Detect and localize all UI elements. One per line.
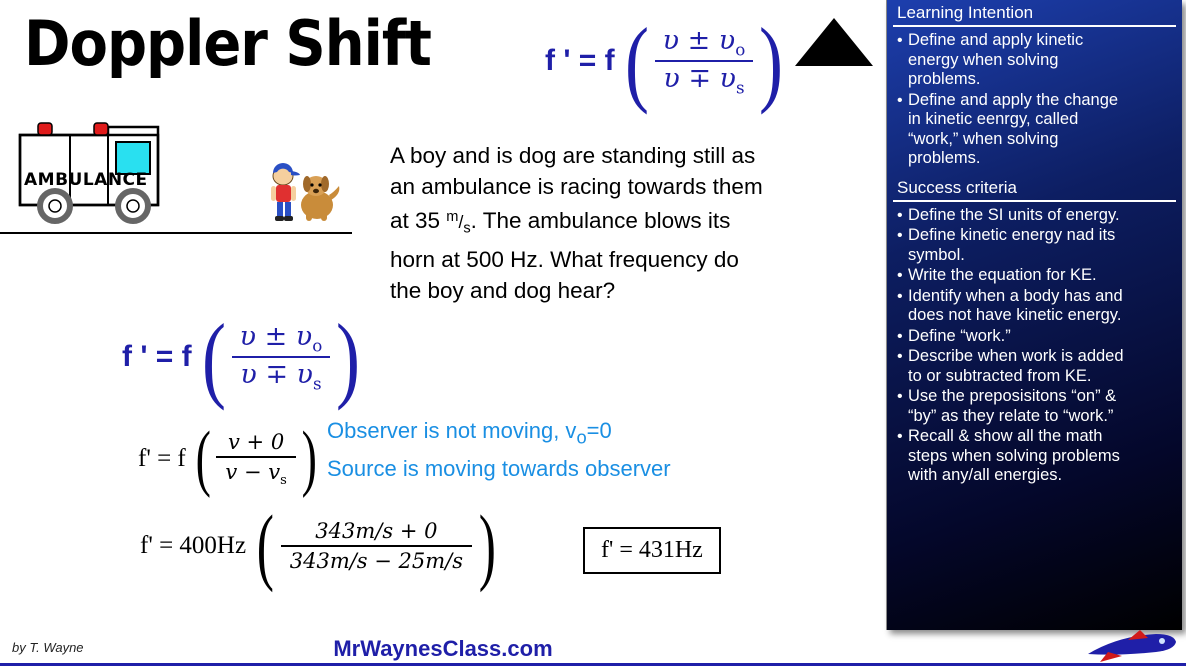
paren-close: ): [478, 497, 496, 593]
learning-intention-title: Learning Intention: [897, 3, 1034, 22]
objectives-panel: [886, 0, 1182, 630]
success-criteria-list: [887, 206, 1182, 486]
ground-line: [0, 232, 352, 234]
list-item: • Recall & show all the math steps when solving problems with any/all energies.: [897, 427, 1174, 486]
formula-numerator: $\upsilon \pm \upsilon_o$: [239, 321, 323, 356]
doppler-formula-top: [545, 7, 787, 115]
footer-rule: [0, 663, 1186, 666]
work-step-3: [140, 497, 502, 593]
paren-open: (: [256, 497, 275, 593]
rocket-icon: [1078, 628, 1178, 664]
divider: [893, 200, 1176, 202]
list-item: • Define “work.”: [897, 327, 1174, 347]
formula-numerator: $\upsilon \pm \upsilon_o$: [662, 25, 746, 60]
problem-line-3: at 35 $^m/_s$. The ambulance blows its: [390, 202, 850, 244]
work-step-2-fraction: [216, 428, 295, 490]
formula-denominator: $\upsilon \mp \upsilon_s$: [240, 359, 322, 394]
work-step-2-denominator: $v - v_s$: [225, 459, 287, 488]
unit-fraction: $^m/_s$: [446, 209, 471, 237]
list-item: • Define kinetic energy nad its symbol.: [897, 226, 1174, 265]
work-step-3-fraction: [281, 517, 472, 575]
paren-open: (: [201, 303, 226, 411]
paren-close: ): [301, 417, 317, 500]
problem-statement: [390, 140, 850, 306]
work-step-3-lhs: f' = 400Hz: [140, 531, 247, 559]
triangle-icon: [795, 18, 873, 66]
problem-line-5: the boy and dog hear?: [390, 278, 616, 304]
work-step-2: [138, 417, 321, 500]
annotation-source: Source is moving towards observer: [327, 456, 671, 481]
list-item: • Use the preposisitons “on” & “by” as they relate to “work.”: [897, 387, 1174, 426]
annotation-observer: Observer is not moving, $v_o=0$: [327, 418, 612, 448]
formula-denominator: $\upsilon \mp \upsilon_s$: [663, 63, 745, 98]
paren-open: (: [195, 417, 211, 500]
list-item: • Write the equation for KE.: [897, 266, 1174, 286]
list-item: • Define and apply kinetic energy when solving problems.: [897, 31, 1174, 90]
formula-lhs: f ' = f: [122, 340, 192, 374]
answer-box: f' = 431Hz: [583, 527, 721, 574]
work-step-2-numerator: v + 0: [228, 430, 285, 454]
website-label: MrWaynesClass.com: [333, 636, 553, 661]
list-item: • Define and apply the change in kinetic eenrgy, called “work,” when solving problems.: [897, 91, 1174, 169]
learning-intention-list: [887, 31, 1182, 169]
formula-fraction: [655, 24, 754, 99]
problem-line-2: an ambulance is racing towards them: [390, 174, 763, 199]
paren-open: (: [624, 7, 649, 115]
byline: by T. Wayne: [12, 640, 84, 655]
problem-line-4: horn at 500 Hz. What frequency do: [390, 247, 739, 273]
list-item: • Define the SI units of energy.: [897, 206, 1174, 226]
list-item: • Identify when a body has and does not have kinetic energy.: [897, 287, 1174, 326]
list-item: • Describe when work is added to or subtracted from KE.: [897, 347, 1174, 386]
page-title: Doppler Shift: [24, 8, 431, 81]
problem-line-1: A boy and is dog are standing still as: [390, 143, 756, 168]
formula-fraction: [232, 320, 331, 395]
boy-and-dog-illustration: [255, 160, 345, 230]
paren-close: ): [336, 303, 361, 411]
work-step-2-lhs: f' = f: [138, 444, 186, 472]
work-step-3-numerator: 343m/s + 0: [315, 519, 438, 544]
formula-lhs: f ' = f: [545, 44, 615, 78]
ambulance-label: AMBULANCE: [24, 170, 148, 190]
paren-close: ): [759, 7, 784, 115]
divider: [893, 25, 1176, 27]
doppler-formula-work: [122, 303, 364, 411]
work-step-3-denominator: 343m/s − 25m/s: [289, 548, 464, 573]
success-criteria-title: Success criteria: [897, 177, 1017, 197]
